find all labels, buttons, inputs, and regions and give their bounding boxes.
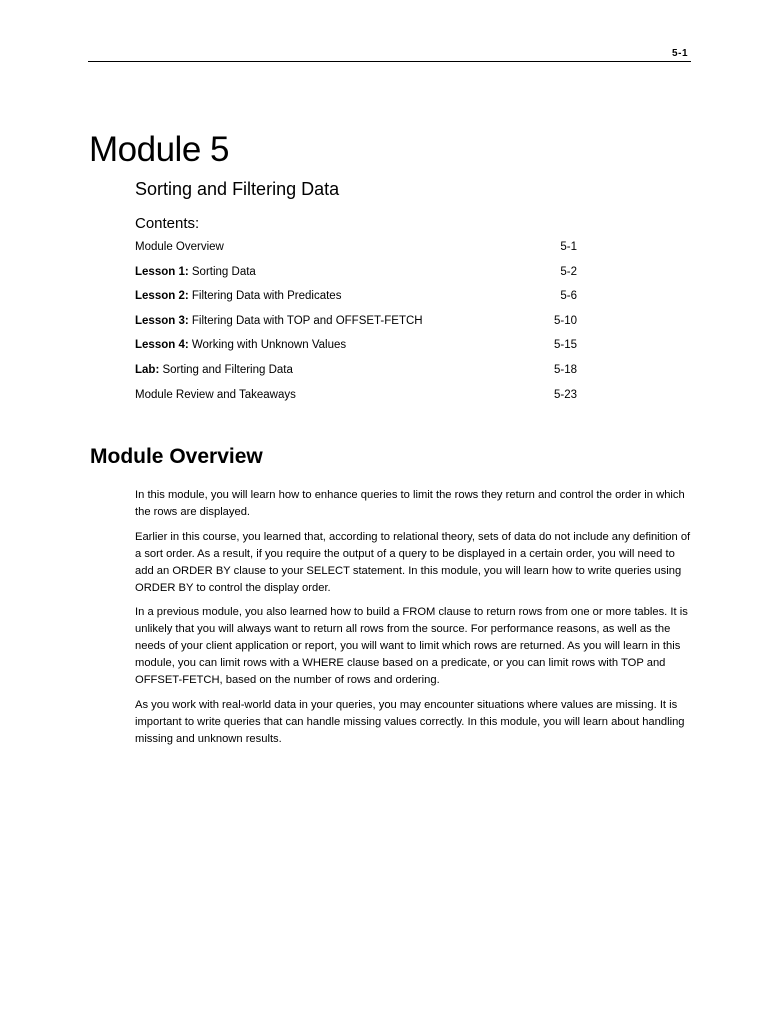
paragraph: As you work with real-world data in your queries, you may encounter situations where values are missing. It is important to write queries that can handle missing values correctly. In this module, you will learn about handling missing and unknown results. <box>135 698 685 745</box>
page-number: 5-1 <box>672 48 688 59</box>
toc-item-page: 5-1 <box>560 241 577 253</box>
toc-item-label: Lab: Sorting and Filtering Data <box>135 363 293 376</box>
contents-heading: Contents: <box>135 215 200 232</box>
toc-item-module-overview <box>135 236 577 261</box>
module-title: Module 5 <box>89 130 229 169</box>
toc-item-page: 5-10 <box>553 314 577 327</box>
toc-item-label: Lesson 3: Filtering Data with TOP and OFFSET-FETCH <box>135 314 423 327</box>
toc-item-module-review <box>135 384 577 409</box>
toc-item-prefix: Lab: <box>135 363 160 376</box>
section-heading-module-overview: Module Overview <box>90 445 263 468</box>
paragraph: In a previous module, you also learned how to build a FROM clause to return rows from one or more tables. It is unlikely that you will always want to return all rows from the source. For performance reasons, as well as the needs of your client application or report, you will want to limit which rows are returned. As you will learn in this module, you can limit rows with a WHERE clause based on a predicate, or you can limit rows with TOP and OFFSET-FETCH, based on the number of rows and ordering. <box>135 606 688 687</box>
toc-item-page: 5-23 <box>553 388 577 401</box>
toc-item-prefix: Lesson 1: <box>135 265 189 278</box>
toc-item-page: 5-6 <box>560 290 577 303</box>
module-overview-body <box>135 487 695 756</box>
toc-item-label: Module Review and Takeaways <box>135 388 296 401</box>
toc-item-lesson-1 <box>135 261 577 286</box>
paragraph: Earlier in this course, you learned that, according to relational theory, sets of data do not include any definition of a sort order. As a result, if you require the output of a query to be displayed in a certain order, you will need to add an ORDER BY clause to your SELECT statement. In this module, you will learn how to write queries using ORDER BY to control the display order. <box>135 530 691 594</box>
toc-item-prefix: Lesson 2: <box>135 290 189 303</box>
toc-item-lab <box>135 359 577 384</box>
toc-item-label: Lesson 4: Working with Unknown Values <box>135 339 347 352</box>
toc-item-page: 5-18 <box>553 363 577 376</box>
toc-item-prefix: Lesson 3: <box>135 314 189 327</box>
toc-item-page: 5-15 <box>553 339 577 352</box>
table-of-contents <box>135 236 577 408</box>
toc-item-page: 5-2 <box>560 265 577 278</box>
toc-item-label: Lesson 2: Filtering Data with Predicates <box>135 290 342 303</box>
toc-item-prefix: Lesson 4: <box>135 339 189 352</box>
paragraph: In this module, you will learn how to enhance queries to limit the rows they return and control the order in which the rows are displayed. <box>135 489 685 518</box>
toc-item-label: Lesson 1: Sorting Data <box>135 265 256 278</box>
module-subtitle: Sorting and Filtering Data <box>135 179 340 199</box>
toc-item-lesson-2 <box>135 285 577 310</box>
header-rule <box>88 61 691 62</box>
toc-item-label: Module Overview <box>135 241 224 253</box>
toc-item-lesson-4 <box>135 334 577 359</box>
toc-item-lesson-3 <box>135 310 577 335</box>
